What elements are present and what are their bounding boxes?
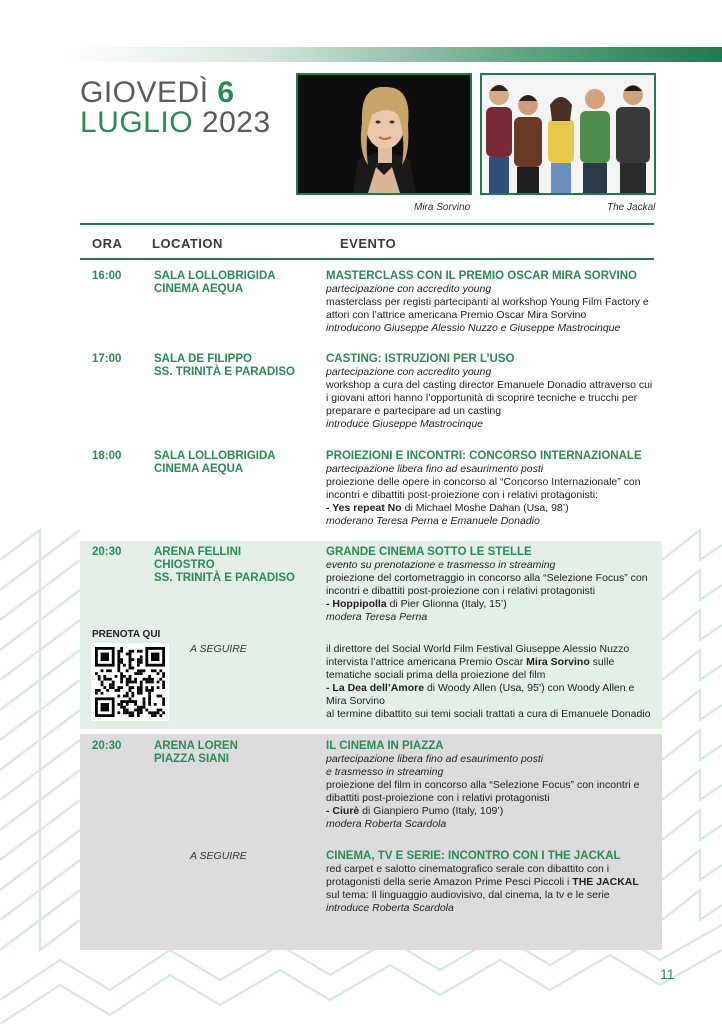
event-credit: modera Teresa Perna: [326, 611, 428, 623]
header-bottom-divider: [80, 258, 654, 260]
top-gradient-bar: [62, 47, 722, 62]
title-month: LUGLIO: [80, 106, 194, 139]
event-note: partecipazione libera fino ad esaurimento posti: [326, 463, 544, 475]
event-description: proiezione del cortometraggio in concorso alla “Selezione Focus” con incontri e dibattiti post-proiezione con i relativi protagonisti: [326, 572, 648, 597]
page-title: [80, 78, 271, 138]
prenota-label: PRENOTA QUI: [92, 629, 161, 640]
event-title: CASTING: ISTRUZIONI PER L’USO: [326, 353, 515, 365]
after-text: red carpet e salotto cinematografico serale con dibattito con i protagonisti della serie Amazon Prime Pesci Piccoli i: [326, 863, 610, 888]
location-line: CINEMA AEQUA: [154, 463, 244, 475]
event-note: e trasmesso in streaming: [326, 766, 444, 778]
film-info: di Woody Allen (Usa, 95’) con Woody Allen e Mira Sorvino: [326, 682, 635, 707]
event-description: proiezione del film in concorso alla “Selezione Focus” con incontri e dibattiti post-proiezione con i relativi protagonisti: [326, 779, 640, 804]
photo-mira-sorvino: [296, 73, 472, 195]
event-note: partecipazione con accredito young: [326, 366, 492, 378]
after-closing: al termine dibattito sui temi sociali trattati a cura di Emanuele Donadio: [326, 708, 651, 720]
event-location: [154, 740, 238, 766]
event-time: 16:00: [92, 270, 122, 282]
event-time: 20:30: [92, 740, 122, 752]
page-number: 11: [660, 966, 675, 982]
event-note: partecipazione con accredito young: [326, 283, 492, 295]
event-film: [326, 805, 656, 818]
film-info: di Pier Glionna (Italy, 15’): [386, 598, 507, 610]
event-description: proiezione delle opere in concorso al “Concorso Internazionale” con incontri e dibattiti post-proiezione con i relativi protagonisti:: [326, 476, 641, 501]
location-line: ARENA LOREN: [154, 740, 238, 752]
after-bold-name: THE JACKAL: [572, 876, 639, 888]
qr-code[interactable]: [91, 643, 169, 721]
event-after-details: [326, 643, 656, 721]
event-description: workshop a cura del casting director Emanuele Donadio attraverso cui i giovani attori hanno l’opportunità di scoprire tecniche e trucchi per preparare e partecipare ad un casting: [326, 379, 653, 417]
location-line: CINEMA AEQUA: [154, 283, 244, 295]
after-description: [326, 863, 656, 889]
event-note: evento su prenotazione e trasmesso in streaming: [326, 559, 556, 571]
after-bold-name: Mira Sorvino: [526, 656, 590, 668]
film-info: di Gianpiero Pumo (Italy, 109’): [359, 805, 504, 817]
column-header-evento: EVENTO: [340, 236, 397, 251]
event-details: [326, 740, 656, 831]
event-details: [326, 353, 656, 431]
event-description: masterclass per registi partecipanti al workshop Young Film Factory e attori con l’attrice americana Premio Oscar Mira Sorvino: [326, 296, 649, 321]
event-film: [326, 502, 656, 515]
event-location: [154, 270, 276, 296]
event-time: 17:00: [92, 353, 122, 365]
event-title: GRANDE CINEMA SOTTO LE STELLE: [326, 546, 532, 558]
after-topic: sul tema: Il linguaggio audiovisivo, dal cinema, la tv e le serie: [326, 889, 610, 901]
event-details: [326, 546, 656, 624]
photo-caption-2: The Jackal: [607, 202, 656, 213]
location-line: SALA LOLLOBRIGIDA: [154, 270, 276, 282]
film-title: - Ciurè: [326, 805, 360, 817]
title-day: 6: [217, 76, 235, 109]
a-seguire-label: A SEGUIRE: [190, 643, 247, 655]
header-top-divider: [80, 223, 654, 225]
event-location: [154, 546, 295, 585]
event-location: [154, 450, 276, 476]
location-line: SALA LOLLOBRIGIDA: [154, 450, 276, 462]
event-details: [326, 450, 656, 528]
photo-the-jackal: [480, 73, 656, 195]
event-film: [326, 598, 656, 611]
location-line: SS. TRINITÀ E PARADISO: [154, 572, 295, 584]
event-credit: introducono Giuseppe Alessio Nuzzo e Giuseppe Mastrocinque: [326, 322, 621, 334]
film-title: - La Dea dell’Amore: [326, 682, 425, 694]
column-header-ora: ORA: [92, 236, 123, 251]
event-title: MASTERCLASS CON IL PREMIO OSCAR MIRA SORVINO: [326, 270, 637, 282]
event-title: IL CINEMA IN PIAZZA: [326, 740, 444, 752]
title-year: 2023: [201, 106, 271, 139]
location-line: PIAZZA SIANI: [154, 753, 229, 765]
event-credit: modera Roberta Scardola: [326, 818, 447, 830]
event-credit: moderano Teresa Perna e Emanuele Donadio: [326, 515, 540, 527]
photo-caption-1: Mira Sorvino: [414, 202, 471, 213]
after-film: [326, 682, 656, 708]
location-line: SS. TRINITÀ E PARADISO: [154, 366, 295, 378]
column-header-location: LOCATION: [152, 236, 223, 251]
event-after-details: [326, 850, 656, 915]
film-title: - Hoppipolla: [326, 598, 387, 610]
a-seguire-label: A SEGUIRE: [190, 850, 247, 862]
event-time: 20:30: [92, 546, 122, 558]
after-description: [326, 643, 656, 682]
event-title: PROIEZIONI E INCONTRI: CONCORSO INTERNAZIONALE: [326, 450, 642, 462]
event-location: [154, 353, 295, 379]
event-note: partecipazione libera fino ad esaurimento posti: [326, 753, 544, 765]
film-title: - Yes repeat No: [326, 502, 402, 514]
event-time: 18:00: [92, 450, 122, 462]
after-text: il direttore del Social World Film Festival Giuseppe Alessio Nuzzo intervista l’attrice americana Premio Oscar: [326, 643, 630, 668]
location-line: CHIOSTRO: [154, 559, 215, 571]
after-text: sulle tematiche sociali prima della proiezione del film: [326, 656, 615, 681]
event-credit: introduce Roberta Scardola: [326, 902, 454, 914]
location-line: SALA DE FILIPPO: [154, 353, 252, 365]
location-line: ARENA FELLINI: [154, 546, 242, 558]
event-credit: introduce Giuseppe Mastrocinque: [326, 418, 484, 430]
event-details: [326, 270, 656, 335]
title-weekday: GIOVEDÌ: [80, 76, 209, 109]
event-title: CINEMA, TV E SERIE: INCONTRO CON I THE JACKAL: [326, 850, 621, 862]
film-info: di Michael Moshe Dahan (Usa, 98’): [401, 502, 569, 514]
